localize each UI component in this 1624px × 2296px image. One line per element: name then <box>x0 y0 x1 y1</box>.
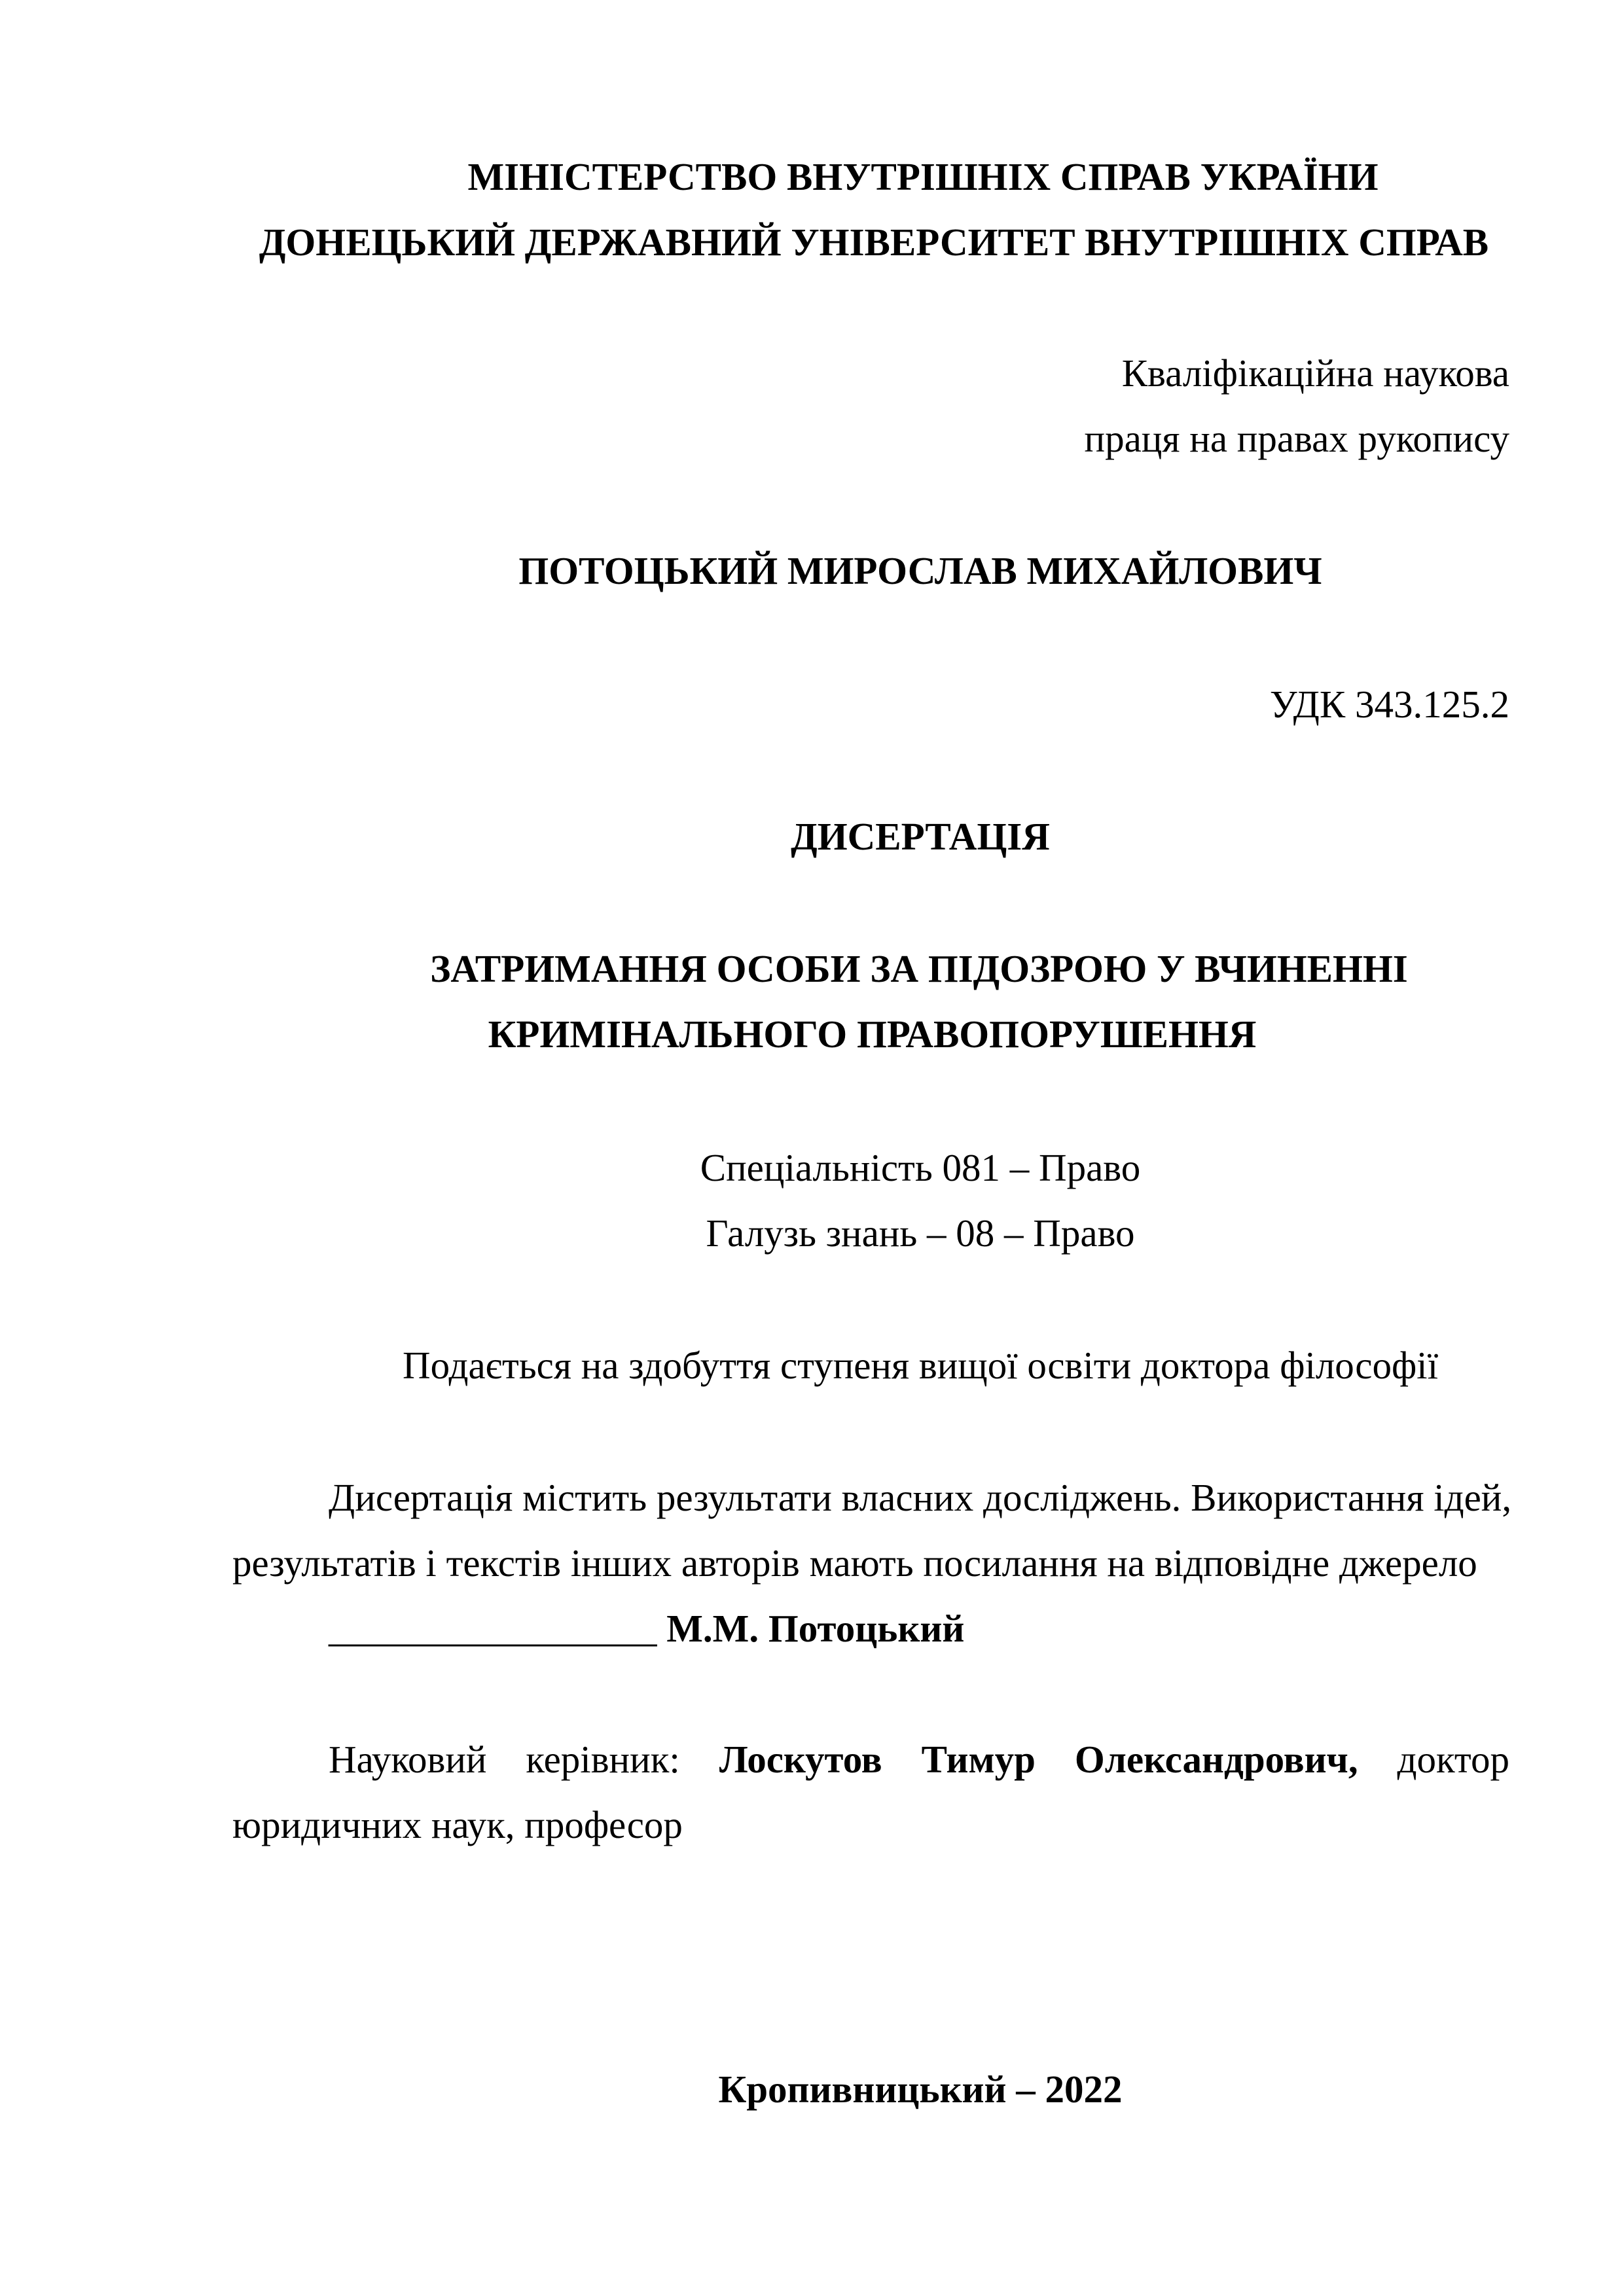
supervisor-line2: юридичних наук, професор <box>232 1803 683 1846</box>
degree-statement: Подається на здобуття ступеня вищої освіти доктора філософії <box>403 1344 1438 1387</box>
field-of-knowledge: Галузь знань – 08 – Право <box>706 1211 1135 1255</box>
supervisor-name-part2: Тимур <box>921 1738 1036 1781</box>
supervisor-name-part3: Олександрович, <box>1074 1738 1358 1781</box>
supervisor-line1 <box>329 1736 1509 1783</box>
document-type: ДИСЕРТАЦІЯ <box>791 815 1050 858</box>
ministry-heading: МІНІСТЕРСТВО ВНУТРІШНІХ СПРАВ УКРАЇНИ <box>467 155 1379 198</box>
manuscript-note-line2: праця на правах рукопису <box>1084 417 1509 460</box>
dissertation-title-line1: ЗАТРИМАННЯ ОСОБИ ЗА ПІДОЗРОЮ У ВЧИНЕННІ <box>430 947 1408 990</box>
dissertation-title-line2: КРИМІНАЛЬНОГО ПРАВОПОРУШЕННЯ <box>488 1013 1257 1056</box>
supervisor-label-word2: керівник: <box>526 1738 680 1781</box>
specialty: Спеціальність 081 – Право <box>700 1146 1141 1189</box>
city-year: Кропивницький – 2022 <box>718 2068 1123 2111</box>
signature-line <box>329 1605 964 1652</box>
supervisor-degree-start: доктор <box>1397 1738 1509 1781</box>
udc-code: УДК 343.125.2 <box>1269 683 1509 726</box>
university-heading: ДОНЕЦЬКИЙ ДЕРЖАВНИЙ УНІВЕРСИТЕТ ВНУТРІШНІХ СПРАВ <box>259 221 1489 264</box>
author-name: ПОТОЦЬКИЙ МИРОСЛАВ МИХАЙЛОВИЧ <box>518 549 1322 592</box>
signature-blank: _________________ <box>329 1607 657 1650</box>
declaration-line1: Дисертація містить результати власних досліджень. Використання ідей, <box>329 1476 1512 1519</box>
signature-name: М.М. Потоцький <box>666 1607 965 1650</box>
declaration-line2: результатів і текстів інших авторів мають посилання на відповідне джерело <box>232 1541 1477 1585</box>
supervisor-label-word1: Науковий <box>329 1738 487 1781</box>
supervisor-name-part1: Лоскутов <box>719 1738 882 1781</box>
manuscript-note-line1: Кваліфікаційна наукова <box>1121 351 1509 395</box>
